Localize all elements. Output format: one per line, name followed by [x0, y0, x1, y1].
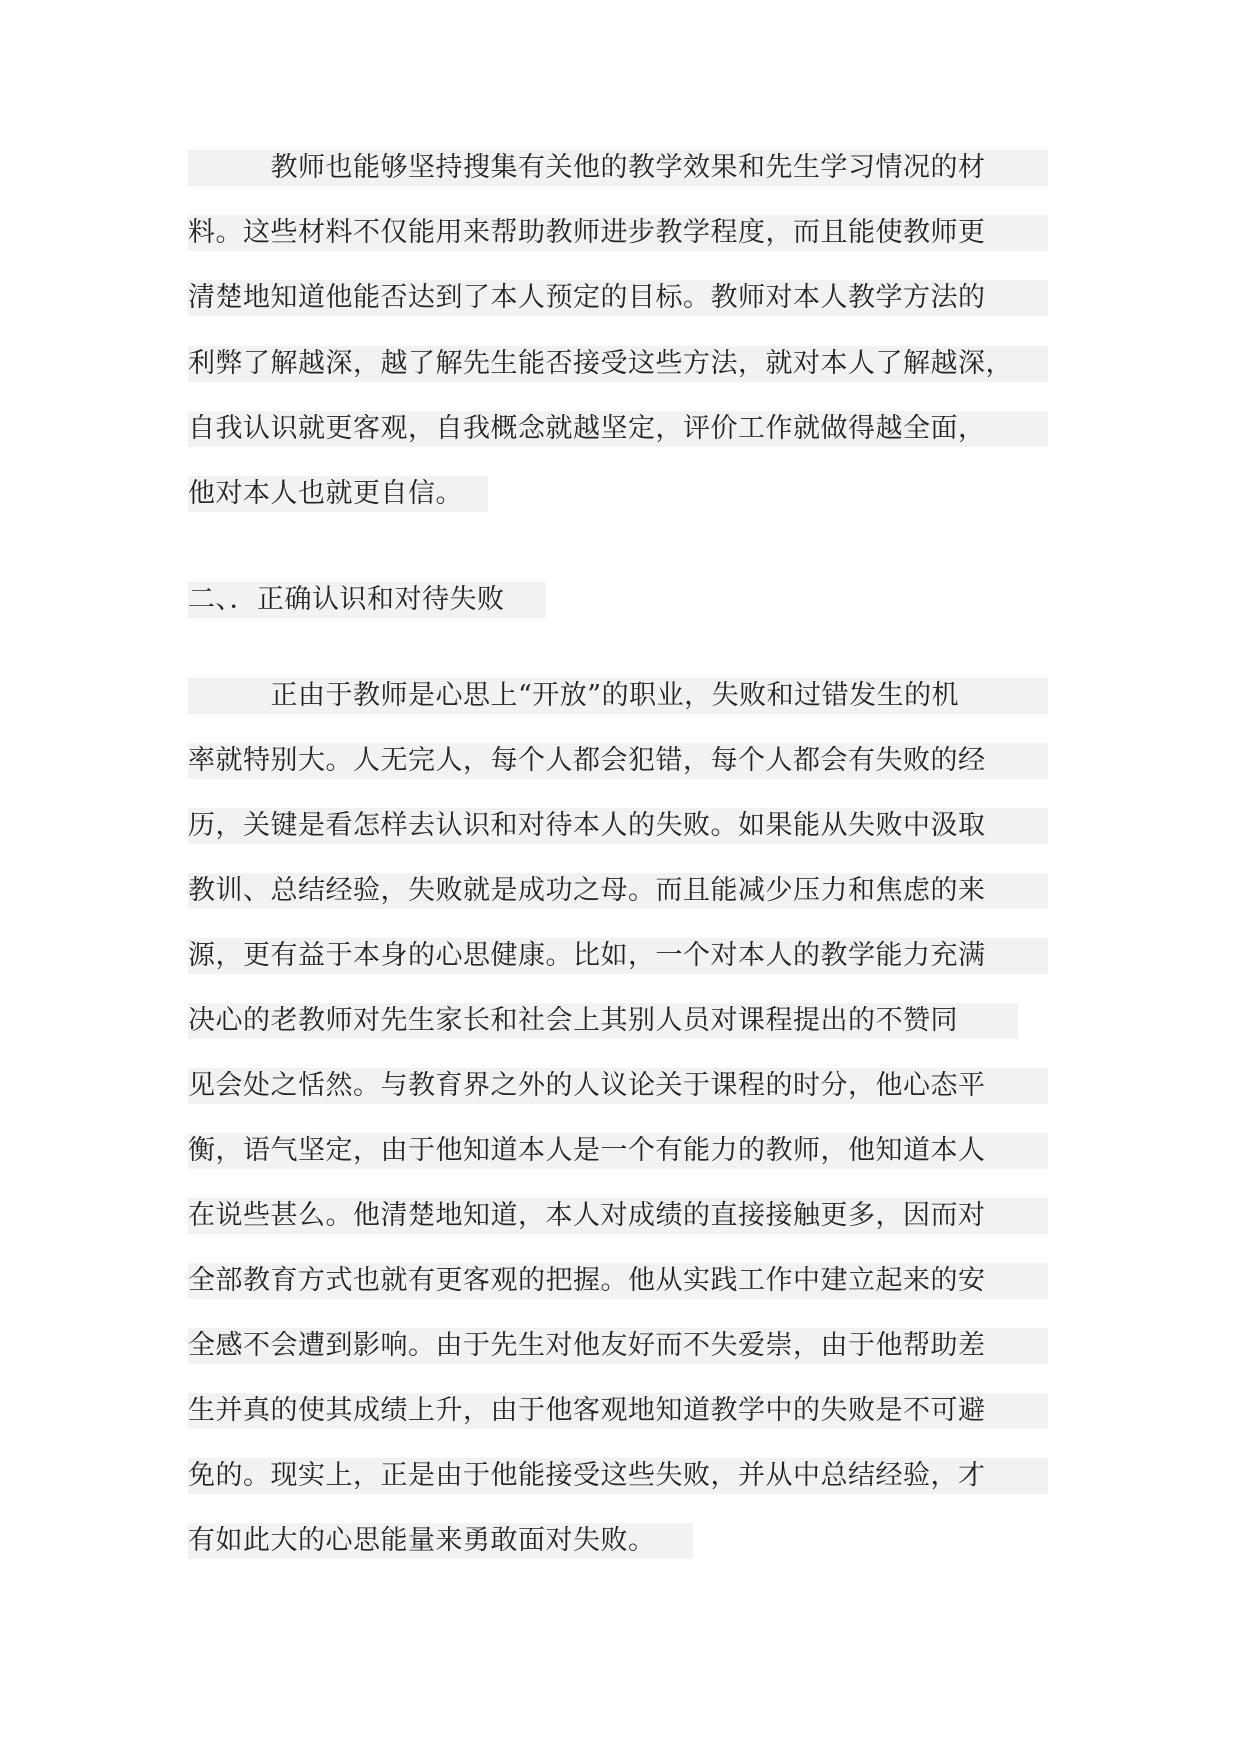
paragraph-2-line-8: 衡，语气坚定，由于他知道本人是一个有能力的教师，他知道本人 [188, 1133, 1048, 1169]
paragraph-1-line-3: 清楚地知道他能否达到了本人预定的目标。教师对本人教学方法的 [188, 280, 1048, 316]
paragraph-1-line-5: 自我认识就更客观，自我概念就越坚定，评价工作就做得越全面， [188, 411, 1048, 447]
paragraph-2-line-3: 历，关键是看怎样去认识和对待本人的失败。如果能从失败中汲取 [188, 808, 1048, 844]
paragraph-1-line-4: 利弊了解越深，越了解先生能否接受这些方法，就对本人了解越深， [188, 346, 1048, 382]
paragraph-2-line-9: 在说些甚么。他清楚地知道，本人对成绩的直接接触更多，因而对 [188, 1198, 1048, 1234]
paragraph-2-line-7: 见会处之恬然。与教育界之外的人议论关于课程的时分，他心态平 [188, 1068, 1048, 1104]
paragraph-2-line-11: 全感不会遭到影响。由于先生对他友好而不失爱崇，由于他帮助差 [188, 1328, 1048, 1364]
paragraph-1-line-6: 他对本人也就更自信。 [188, 476, 488, 512]
paragraph-2-line-14: 有如此大的心思能量来勇敢面对失败。 [188, 1523, 693, 1559]
paragraph-2-line-10: 全部教育方式也就有更客观的把握。他从实践工作中建立起来的安 [188, 1263, 1048, 1299]
paragraph-1-line-2: 料。这些材料不仅能用来帮助教师进步教学程度，而且能使教师更 [188, 215, 1048, 251]
paragraph-2-line-6: 决心的老教师对先生家长和社会上其别人员对课程提出的不赞同 [188, 1003, 1018, 1039]
paragraph-2-line-2: 率就特别大。人无完人，每个人都会犯错，每个人都会有失败的经 [188, 743, 1048, 779]
paragraph-1-line-1: 教师也能够坚持搜集有关他的教学效果和先生学习情况的材 [188, 150, 1048, 186]
paragraph-2-line-12: 生并真的使其成绩上升，由于他客观地知道教学中的失败是不可避 [188, 1393, 1048, 1429]
paragraph-2-line-1: 正由于教师是心思上“开放”的职业，失败和过错发生的机 [188, 678, 1048, 714]
section-heading: 二、．正确认识和对待失败 [188, 582, 546, 618]
paragraph-2-line-5: 源，更有益于本身的心思健康。比如，一个对本人的教学能力充满 [188, 938, 1048, 974]
paragraph-2-line-13: 免的。现实上，正是由于他能接受这些失败，并从中总结经验，才 [188, 1458, 1048, 1494]
paragraph-2-line-4: 教训、总结经验，失败就是成功之母。而且能减少压力和焦虑的来 [188, 873, 1048, 909]
